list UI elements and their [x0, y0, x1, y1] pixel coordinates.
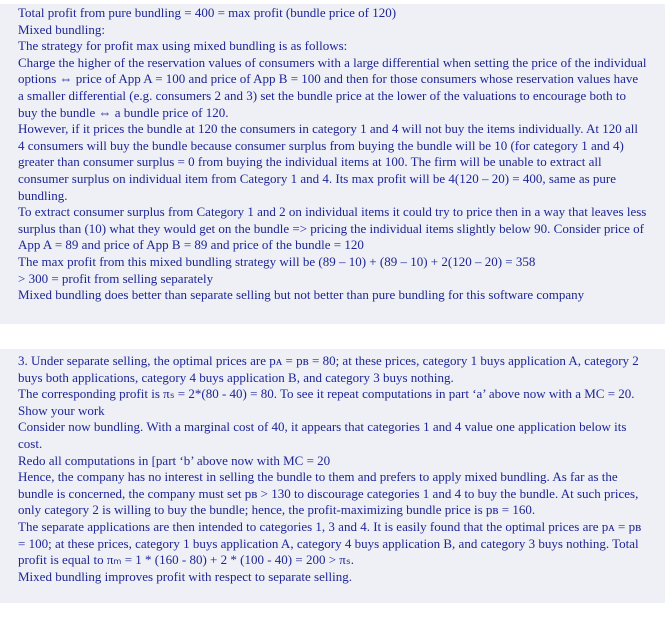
mixed-bundling-section: [0, 4, 665, 324]
final-conclusion-line: Mixed bundling improves profit with respect to separate selling.: [18, 568, 352, 584]
strategy-intro-line: The strategy for profit max using mixed bundling is as follows:: [18, 38, 348, 54]
mixed-bundling-paragraph: Hence, the company has no interest in selling the bundle to them and prefers to apply mixed bundling. As far as the bundle is concerned, the company must set pʙ > 130 to discourage categories 1 and 4 to buy the bundle. At such prices, only category 2 is willing to buy the bundle; hence, the profit-maximizing bundle price is pʙ = 160.: [18, 469, 639, 518]
however-paragraph: However, if it prices the bundle at 120 the consumers in category 1 and 4 will not buy the items individually. At 120 all 4 consumers will buy the bundle because consumer surplus from buying the bundle will be 10 (for category 1 and 4) greater than consumer surplus = 0 from buying the individual items at 100. The firm will be unable to extract all consumer surplus on individual item from Category 1 and 4. Its max profit will be 4(120 – 20) = 400, same as pure bundling.: [18, 121, 638, 203]
question-3-section: [0, 349, 665, 603]
mixed-bundling-heading: Mixed bundling:: [18, 21, 106, 37]
comparison-line: > 300 = profit from selling separately: [18, 270, 214, 286]
max-profit-line: The max profit from this mixed bundling strategy will be (89 – 10) + (89 – 10) + 2(120 – 20) = 358: [18, 253, 536, 269]
separate-applications-paragraph: The separate applications are then intended to categories 1, 3 and 4. It is easily found that the optimal prices are pᴀ = pʙ = 100; at these prices, category 1 buys application A, category 4 buys application B, and category 3 buys nothing. Total profit is equal to πₘ = 1 * (160 - 80) + 2 * (100 - 40) = 200 > πₛ.: [18, 518, 642, 568]
separate-profit-paragraph: The corresponding profit is πₛ = 2*(80 - 40) = 80. To see it repeat computations in part ‘a’ above now with a MC = 20. Show your work: [18, 386, 635, 418]
redo-instruction-line: Redo all computations in [part ‘b’ above now with MC = 20: [18, 452, 331, 468]
conclusion-line: Mixed bundling does better than separate selling but not better than pure bundling for this software company: [18, 287, 585, 303]
strategy-paragraph: Charge the higher of the reservation values of consumers with a large differential when setting the price of the individual options ⇔ price of App A = 100 and price of App B = 100 and then for those consumers whose reservation values have a smaller differential (e.g. consumers 2 and 3) set the bundle price at the lower of the valuations to encourage both to buy the bundle ⇔ a bundle price of 120.: [18, 54, 647, 120]
pure-bundling-profit-line: Total profit from pure bundling = 400 = max profit (bundle price of 120): [18, 5, 397, 20]
extract-surplus-paragraph: To extract consumer surplus from Category 1 and 2 on individual items it could try to price then in a way that leaves less surplus than (10) what they would get on the bundle => pricing the individual items slightly below 90. Consider price of App A = 89 and price of App B = 89 and price of the bundle = 120: [18, 204, 647, 253]
separate-selling-paragraph: 3. Under separate selling, the optimal prices are pᴀ = pʙ = 80; at these prices, category 1 buys application A, category 2 buys both applications, category 4 buys application B, and category 3 buys nothing.: [18, 353, 639, 385]
bundling-paragraph: Consider now bundling. With a marginal cost of 40, it appears that categories 1 and 4 value one application below its cost.: [18, 419, 627, 451]
